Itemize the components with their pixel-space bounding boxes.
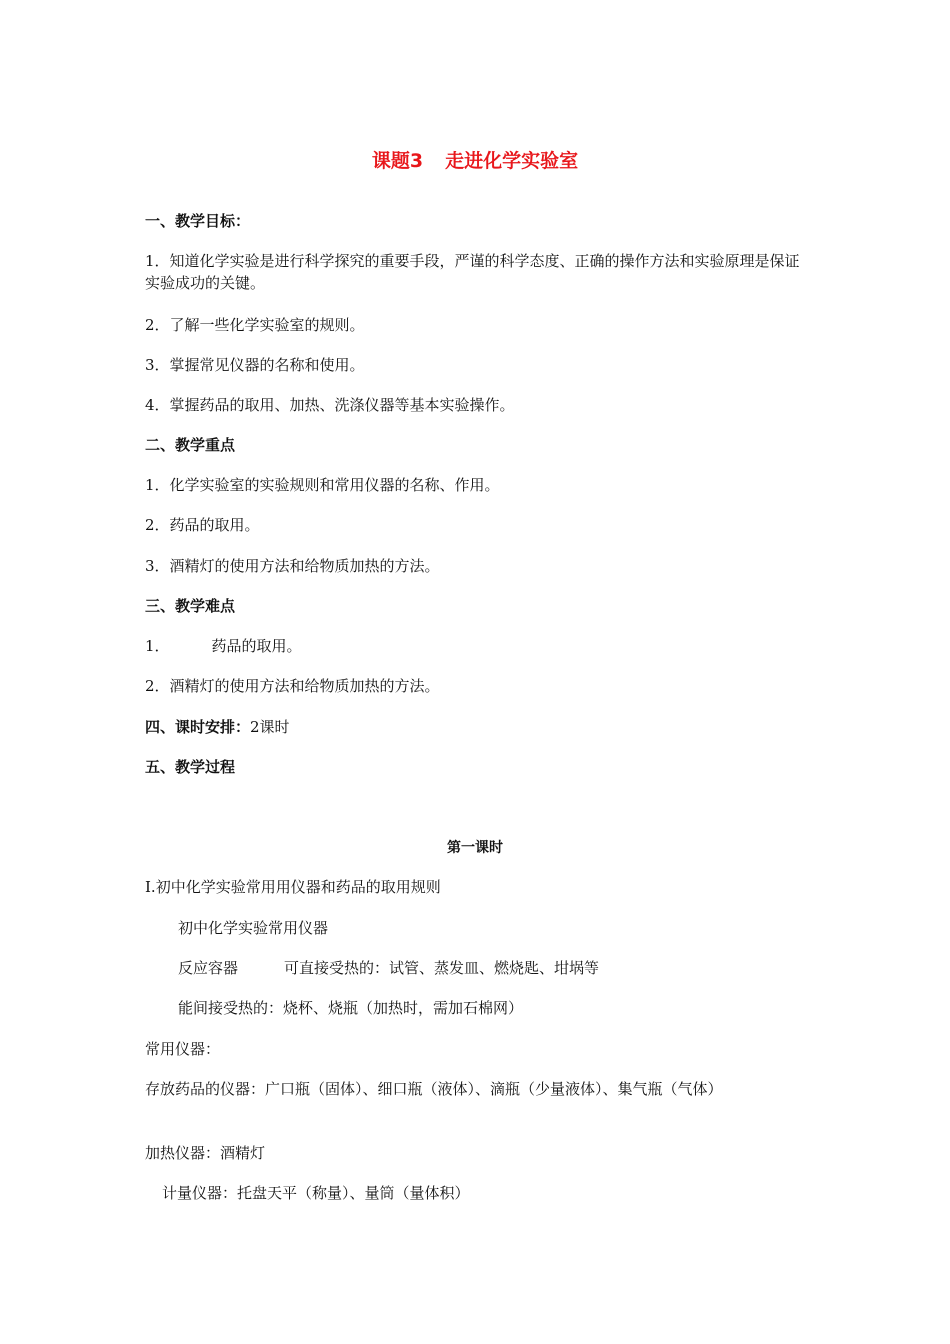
instruments-title: 初中化学实验常用仪器	[178, 919, 329, 937]
section-heading-process: 五、教学过程	[145, 758, 236, 776]
lesson-subtitle: 第一课时	[447, 840, 503, 856]
heating-instruments-text: 加热仪器：酒精灯	[145, 1144, 266, 1162]
goal-item-2: 2．了解一些化学实验室的规则。	[145, 316, 365, 334]
section-heading-focus: 二、教学重点	[145, 436, 236, 454]
section-heading-schedule	[145, 716, 290, 738]
reaction-vessels-line	[178, 957, 599, 979]
measuring-instruments-text: 计量仪器：托盘天平（称量）、量筒（量体积）	[162, 1184, 470, 1202]
title-main: 走进化学实验室	[445, 150, 579, 172]
goal-item-3: 3．掌握常见仪器的名称和使用。	[145, 356, 365, 374]
difficulty-item-1	[145, 635, 302, 657]
common-instruments-label: 常用仪器：	[145, 1040, 221, 1058]
page-title	[0, 146, 950, 173]
storage-instruments-text: 存放药品的仪器：广口瓶（固体）、细口瓶（液体）、滴瓶（少量液体）、集气瓶（气体）	[145, 1080, 723, 1098]
difficulty-item-2: 2．酒精灯的使用方法和给物质加热的方法。	[145, 677, 440, 695]
difficulty-item-1-text: 药品的取用。	[211, 637, 302, 655]
goal-item-4: 4．掌握药品的取用、加热、洗涤仪器等基本实验操作。	[145, 396, 515, 414]
focus-item-1: 1．化学实验室的实验规则和常用仪器的名称、作用。	[145, 476, 500, 494]
difficulty-item-1-number: 1．	[145, 637, 170, 655]
focus-item-2: 2．药品的取用。	[145, 516, 260, 534]
indirect-heat-text: 能间接受热的：烧杯、烧瓶（加热时，需加石棉网）	[178, 999, 524, 1017]
schedule-value: 2课时	[250, 718, 290, 736]
reaction-vessels-label: 反应容器	[178, 959, 239, 977]
section-heading-goals: 一、教学目标：	[145, 212, 251, 230]
direct-heat-text: 可直接受热的：试管、蒸发皿、燃烧匙、坩埚等	[284, 959, 600, 977]
schedule-label: 四、课时安排：	[145, 718, 251, 736]
section-heading-difficulty: 三、教学难点	[145, 597, 236, 615]
focus-item-3: 3．酒精灯的使用方法和给物质加热的方法。	[145, 557, 440, 575]
title-prefix: 课题3	[371, 150, 424, 172]
goal-item-1: 1．知道化学实验是进行科学探究的重要手段，严谨的科学态度、正确的操作方法和实验原理是保证实验成功的关键。	[145, 252, 800, 292]
lesson-part-1: Ⅰ.初中化学实验常用用仪器和药品的取用规则	[145, 878, 441, 896]
